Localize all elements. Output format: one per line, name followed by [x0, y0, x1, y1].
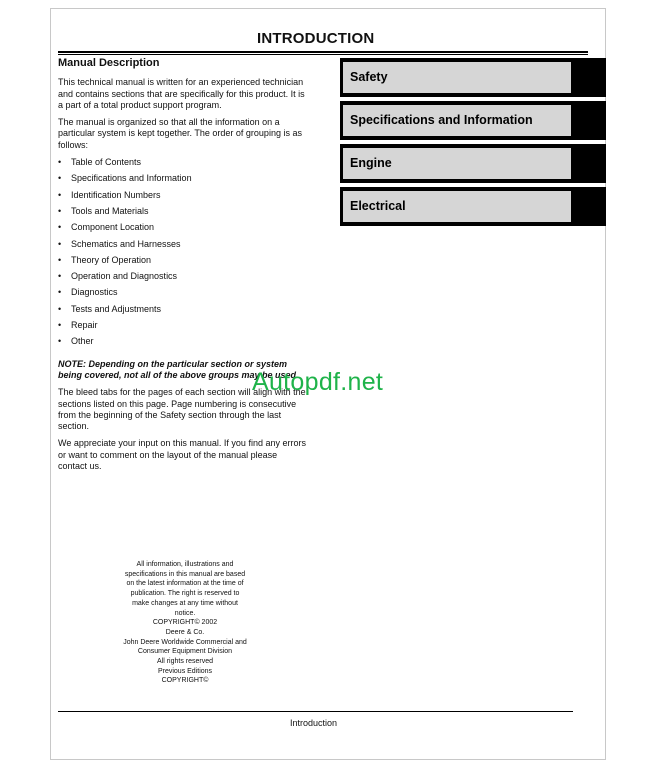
bullet-icon: • [58, 157, 62, 168]
copyright-line: COPYRIGHT© [161, 677, 209, 685]
bullet-icon: • [58, 320, 62, 331]
bullet-icon: • [58, 205, 62, 216]
manual-description-section [58, 58, 308, 478]
group-label: Diagnostics [71, 287, 118, 298]
watermark: Autopdf.net [252, 368, 384, 396]
organization-paragraph: The manual is organized so that all the information on a particular system is kept together. The order of grouping is as follows: [58, 117, 302, 150]
page-title: INTRODUCTION [257, 30, 375, 47]
copyright-line: on the latest information at the time of [126, 580, 244, 588]
group-label: Schematics and Harnesses [71, 238, 181, 249]
group-label: Table of Contents [71, 157, 142, 168]
list-item [58, 222, 308, 238]
tab-panel [343, 105, 571, 136]
tab-safety[interactable] [340, 58, 606, 97]
tab-electrical[interactable] [340, 187, 606, 226]
copyright-line: John Deere Worldwide Commercial and [123, 638, 247, 646]
tab-label: Safety [350, 70, 388, 84]
copyright-line: All rights reserved [156, 658, 214, 666]
bullet-icon: • [58, 222, 62, 233]
group-label: Other [71, 336, 94, 347]
copyright-line: COPYRIGHT© 2002 [152, 619, 218, 627]
copyright-line: Consumer Equipment Division [137, 648, 233, 656]
list-item [58, 173, 308, 189]
tab-panel [343, 191, 571, 222]
copyright-line: Deere & Co. [165, 628, 205, 636]
group-label: Tests and Adjustments [71, 303, 162, 314]
bullet-icon: • [58, 271, 62, 282]
bleed-tabs-paragraph: The bleed tabs for the pages of each section will align with the sections listed on this page. Page numbering is consecutive from the beginning of the Safety section through the last section. [58, 387, 306, 432]
list-item [58, 190, 308, 206]
bullet-icon: • [58, 336, 62, 347]
section-tabs [340, 58, 606, 230]
copyright-line: make changes at any time without [132, 599, 238, 607]
copyright-line: specifications in this manual are based [124, 570, 246, 578]
list-item [58, 271, 308, 287]
list-item [58, 304, 308, 320]
list-item [58, 255, 308, 271]
footer-rule [58, 711, 573, 712]
tab-panel [343, 148, 571, 179]
list-item [58, 206, 308, 222]
tab-label: Engine [350, 156, 392, 170]
section-heading: Manual Description [58, 57, 160, 69]
list-item [58, 239, 308, 255]
tab-label: Specifications and Information [350, 113, 533, 127]
list-item [58, 320, 308, 336]
list-item [58, 157, 308, 173]
feedback-paragraph: We appreciate your input on this manual. If you find any errors or want to comment on the layout of the manual please contact us. [58, 438, 306, 472]
group-label: Operation and Diagnostics [71, 271, 178, 282]
title-rule-thin [58, 54, 588, 55]
tab-specifications-and-information[interactable] [340, 101, 606, 140]
groups-list [58, 157, 308, 353]
page-footer: Introduction [290, 718, 338, 728]
group-label: Identification Numbers [71, 189, 161, 200]
copyright-line: publication. The right is reserved to [130, 590, 240, 598]
group-label: Specifications and Information [71, 173, 192, 184]
copyright-line: Previous Editions [157, 667, 213, 675]
list-item [58, 336, 308, 352]
bullet-icon: • [58, 287, 62, 298]
group-label: Component Location [71, 222, 155, 233]
tab-label: Electrical [350, 199, 406, 213]
bullet-icon: • [58, 189, 62, 200]
group-label: Tools and Materials [71, 205, 149, 216]
bullet-icon: • [58, 173, 62, 184]
list-item [58, 287, 308, 303]
group-label: Theory of Operation [71, 254, 152, 265]
tab-panel [343, 62, 571, 93]
bullet-icon: • [58, 254, 62, 265]
bullet-icon: • [58, 303, 62, 314]
tab-engine[interactable] [340, 144, 606, 183]
copyright-line: All information, illustrations and [136, 561, 234, 568]
title-rule [58, 51, 588, 53]
bullet-icon: • [58, 238, 62, 249]
note-paragraph: NOTE: Depending on the particular section or system being covered, not all of the above groups may be used. [58, 358, 299, 380]
group-label: Repair [71, 320, 98, 331]
intro-paragraph: This technical manual is written for an experienced technician and contains sections that are specifically for this product. It is a part of a total product support program. [58, 77, 305, 110]
copyright-line: notice. [174, 609, 196, 617]
copyright-block [112, 560, 258, 686]
